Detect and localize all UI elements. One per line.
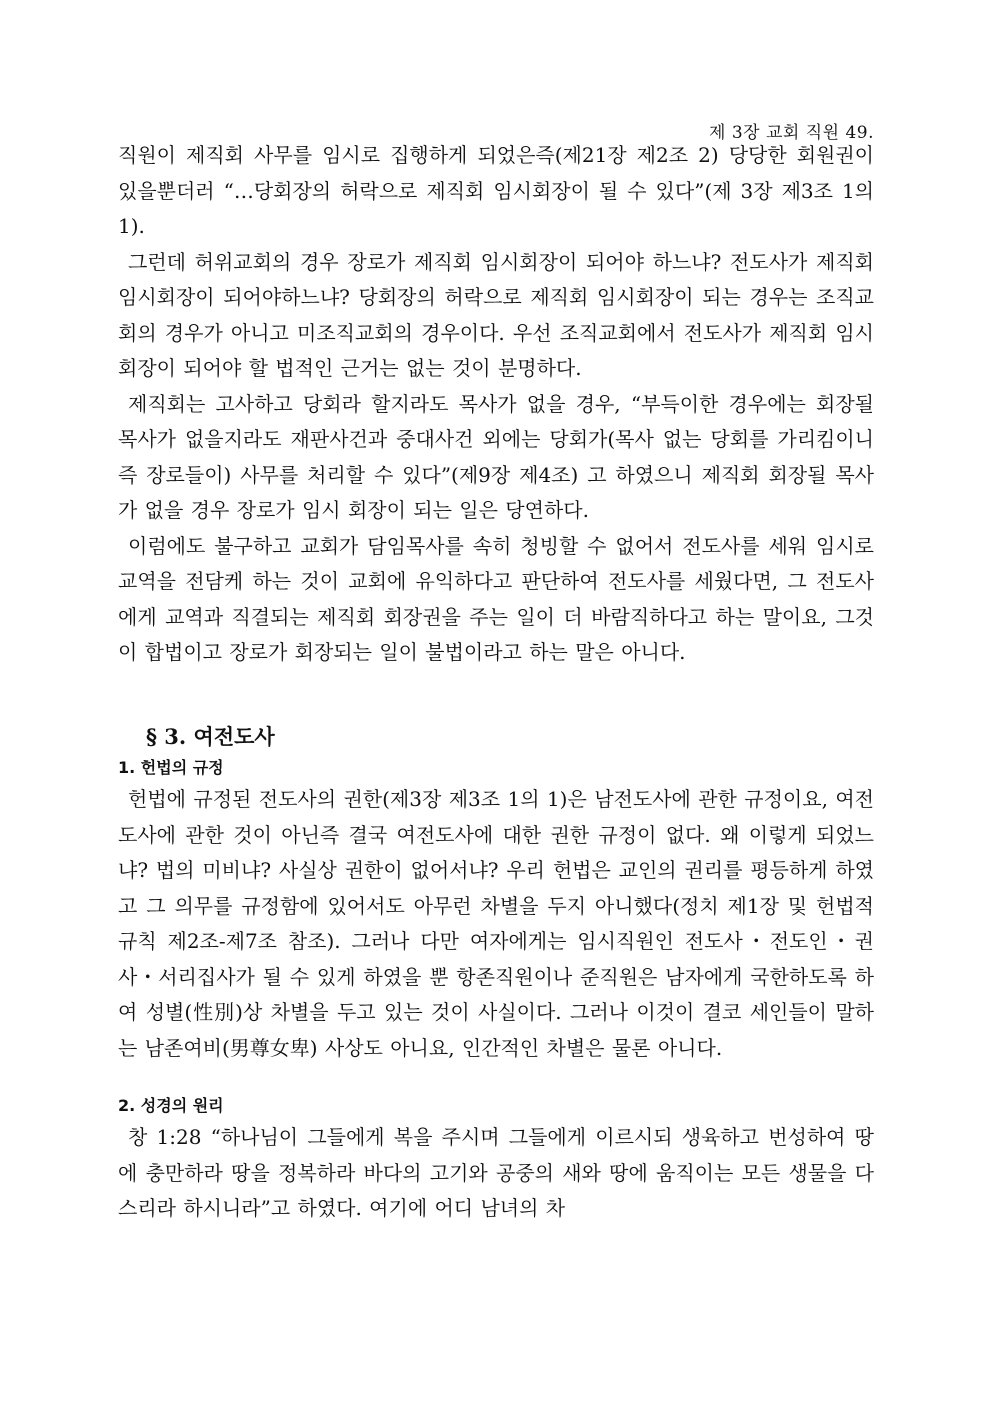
paragraph-2: 그런데 허위교회의 경우 장로가 제직회 임시회장이 되어야 하느냐? 전도사가 제직회 임시회장이 되어야하느냐? 당회장의 허락으로 제직회 임시회장이 되는 경우는 조직교회의 경우가 아니고 미조직교회의 경우이다. 우선 조직교회에서 전도사가 제직회 임시회장이 되어야 할 법적인 근거는 없는 것이 분명하다. bbox=[118, 249, 874, 380]
spacer bbox=[118, 671, 874, 707]
body-text bbox=[118, 138, 874, 1227]
subsection-title-1: 1. 헌법의 규정 bbox=[118, 758, 224, 777]
paragraph-1: 직원이 제직회 사무를 임시로 집행하게 되었은즉(제21장 제2조 2) 당당한 회원권이 있을뿐더러 “…당회장의 허락으로 제직회 임시회장이 될 수 있다”(제 3장 제3조 1의 1). bbox=[118, 143, 874, 238]
paragraph-4: 이럼에도 불구하고 교회가 담임목사를 속히 청빙할 수 없어서 전도사를 세워 임시로 교역을 전담케 하는 것이 교회에 유익하다고 판단하여 전도사를 세웠다면, 그 전도사에게 교역과 직결되는 제직회 회장권을 주는 일이 더 바람직하다고 하는 말이요, 그것이 합법이고 장로가 회장되는 일이 불법이라고 하는 말은 아니다. bbox=[118, 533, 874, 664]
running-head: 제 3장 교회 직원 49. bbox=[709, 123, 874, 143]
paragraph-3: 제직회는 고사하고 당회라 할지라도 목사가 없을 경우, “부득이한 경우에는 회장될 목사가 없을지라도 재판사건과 중대사건 외에는 당회가(목사 없는 당회를 가리킴이니 즉 장로들이) 사무를 처리할 수 있다”(제9장 제4조) 고 하였으니 제직회 회장될 목사가 없을 경우 장로가 임시 회장이 되는 일은 당연하다. bbox=[118, 391, 874, 522]
subsection-2-paragraph: 창 1:28 “하나님이 그들에게 복을 주시며 그들에게 이르시되 생육하고 번성하여 땅에 충만하라 땅을 정복하라 바다의 고기와 공중의 새와 땅에 움직이는 모든 생물을 다스리라 하시니라”고 하였다. 여기에 어디 남녀의 차 bbox=[118, 1125, 874, 1220]
subsection-title-2: 2. 성경의 원리 bbox=[118, 1096, 224, 1115]
section-title: § 3. 여전도사 bbox=[146, 724, 275, 749]
subsection-1-paragraph: 헌법에 규정된 전도사의 권한(제3장 제3조 1의 1)은 남전도사에 관한 규정이요, 여전도사에 관한 것이 아닌즉 결국 여전도사에 대한 권한 규정이 없다. 왜 이렇게 되었느냐? 법의 미비냐? 사실상 권한이 없어서냐? 우리 헌법은 교인의 권리를 평등하게 하였고 그 의무를 규정함에 있어서도 아무런 차별을 두지 아니했다(정치 제1장 및 헌법적 규칙 제2조-제7조 참조). 그러나 다만 여자에게는 임시직원인 전도사・전도인・권사・서리집사가 될 수 있게 하였을 뿐 항존직원이나 준직원은 남자에게 국한하도록 하여 성별(性別)상 차별을 두고 있는 것이 사실이다. 그러나 이것이 결코 세인들이 말하는 남존여비(男尊女卑) 사상도 아니요, 인간적인 차별은 물론 아니다. bbox=[118, 787, 874, 1060]
